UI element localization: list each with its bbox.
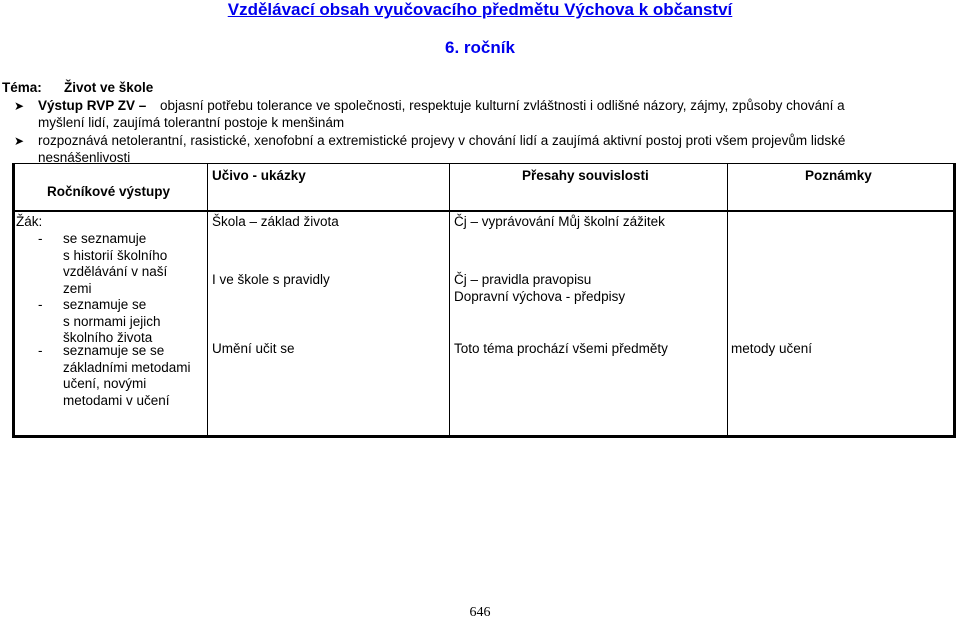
header-poznamky: Poznámky	[805, 168, 872, 183]
grade-heading: 6. ročník	[445, 38, 515, 57]
presahy-cell: Čj – vyprávování Můj školní zážitek	[454, 214, 665, 229]
header-ucivo: Učivo - ukázky	[212, 168, 306, 183]
ucivo-cell: Škola – základ života	[212, 214, 339, 229]
rvp-text-line2: myšlení lidí, zaujímá tolerantní postoje k menšinám	[38, 115, 345, 130]
ucivo-cell: Umění učit se	[212, 341, 295, 356]
presahy-cell: Toto téma prochází všemi předměty	[454, 341, 668, 356]
rvp-label: Výstup RVP ZV –	[38, 98, 147, 113]
ucivo-cell: I ve škole s pravidly	[212, 272, 330, 287]
bullet-arrow-icon: ➤	[14, 99, 25, 113]
outcome-text-line2: nesnášenlivosti	[38, 150, 131, 165]
pupil-label: Žák:	[16, 214, 43, 229]
list-dash: -	[38, 343, 43, 358]
outcome-item-line: seznamuje se se	[63, 343, 165, 358]
presahy-cell: Dopravní výchova - předpisy	[454, 288, 626, 304]
page-number: 646	[469, 605, 491, 620]
column-divider	[207, 163, 208, 438]
outcome-item-line: s normami jejich	[63, 313, 161, 329]
outcome-item-line: s historií školního	[63, 247, 168, 263]
outcome-item-line: vzdělávání v naší	[63, 264, 168, 279]
outcome-item-line: se seznamuje	[63, 231, 147, 246]
column-divider	[727, 163, 728, 438]
outcome-item-line: zemi	[63, 280, 92, 296]
outcome-item-line: školního života	[63, 330, 153, 345]
topic-label: Téma:	[2, 80, 42, 95]
bullet-arrow-icon: ➤	[14, 134, 25, 148]
column-divider	[449, 163, 450, 438]
outcome-item-line: základními metodami	[63, 359, 191, 375]
outcome-item-line: seznamuje se	[63, 297, 147, 312]
header-presahy: Přesahy souvislosti	[522, 168, 649, 183]
rvp-text-line1: objasní potřebu tolerance ve společnosti, respektuje kulturní zvláštnosti i odlišné názory, zájmy, způsoby chování a	[160, 98, 845, 113]
table-header-divider	[12, 210, 956, 212]
outcome-item-line: metodami v učení	[63, 392, 170, 408]
outcome-item-line: učení, novými	[63, 376, 147, 391]
poznamky-cell: metody učení	[731, 341, 813, 356]
document-title: Vzdělávací obsah vyučovacího předmětu Výchova k občanství	[227, 0, 733, 19]
list-dash: -	[38, 297, 43, 312]
presahy-cell: Čj – pravidla pravopisu	[454, 272, 592, 287]
outcome-text-line1: rozpoznává netolerantní, rasistické, xenofobní a extremistické projevy v chování lidí a zaujímá aktivní postoj proti všem projevům lidské	[38, 133, 846, 148]
header-rocnikove-vystupy: Ročníkové výstupy	[47, 184, 171, 199]
list-dash: -	[38, 231, 43, 246]
topic-value: Život ve škole	[64, 80, 154, 95]
